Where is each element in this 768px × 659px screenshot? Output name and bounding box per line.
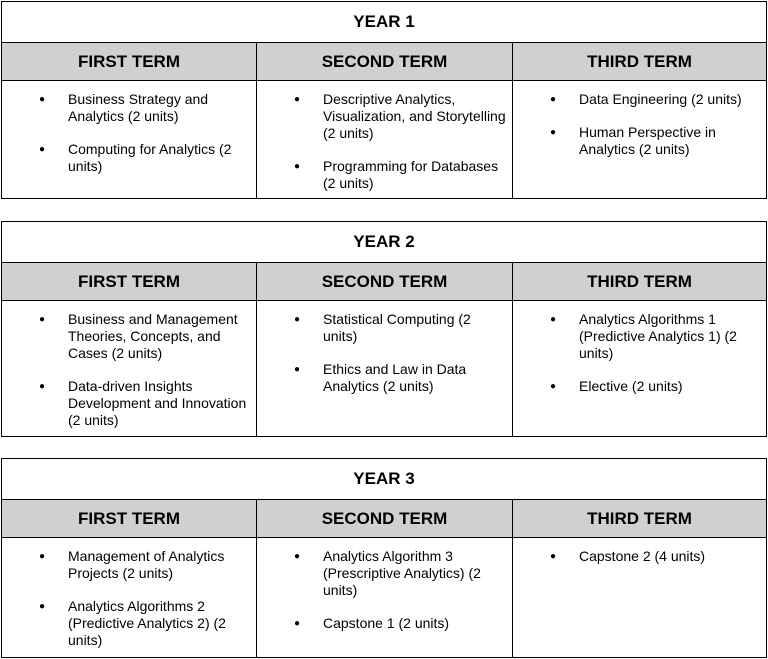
term-cell xyxy=(257,81,513,199)
term-cell xyxy=(513,81,766,199)
course-item: ● Capstone 2 (4 units) xyxy=(513,548,766,565)
term-header: SECOND TERM xyxy=(257,263,513,300)
course-item: ● Ethics and Law in Data Analytics (2 units) xyxy=(257,361,512,395)
course-item: ● Management of Analytics Projects (2 units) xyxy=(2,548,256,582)
year-title: YEAR 2 xyxy=(2,222,766,263)
term-header: FIRST TERM xyxy=(2,43,257,80)
term-header: THIRD TERM xyxy=(587,508,692,528)
term-cell xyxy=(2,538,257,658)
year-title: YEAR 3 xyxy=(2,459,766,500)
course-item: ● Statistical Computing (2 units) xyxy=(257,311,512,345)
course-item: ● Computing for Analytics (2 units) xyxy=(2,141,256,175)
course-item: ● Analytics Algorithms 2 (Predictive Analytics 2) (2 units) xyxy=(2,598,256,649)
term-cell xyxy=(257,538,513,658)
term-cell xyxy=(2,301,257,437)
year-1-table xyxy=(1,1,767,199)
term-header: THIRD TERM xyxy=(587,271,692,291)
term-header: SECOND TERM xyxy=(257,500,513,537)
course-item: ● Analytics Algorithms 1 (Predictive Analytics 1) (2 units) xyxy=(513,311,766,362)
term-header: SECOND TERM xyxy=(257,43,513,80)
course-item: ● Elective (2 units) xyxy=(513,378,766,395)
course-item: ● Capstone 1 (2 units) xyxy=(257,615,512,632)
term-cell xyxy=(513,301,766,437)
term-body-row xyxy=(2,538,766,658)
course-item: ● Descriptive Analytics, Visualization, and Storytelling (2 units) xyxy=(257,91,512,142)
term-header-row xyxy=(2,500,766,538)
term-body-row xyxy=(2,301,766,437)
term-header-row xyxy=(2,43,766,81)
course-item: ● Human Perspective in Analytics (2 units) xyxy=(513,124,766,158)
term-body-row xyxy=(2,81,766,199)
term-cell xyxy=(513,538,766,658)
course-item: ● Data Engineering (2 units) xyxy=(513,91,766,108)
term-cell xyxy=(257,301,513,437)
course-item: ● Analytics Algorithm 3 (Prescriptive Analytics) (2 units) xyxy=(257,548,512,599)
term-header-row xyxy=(2,263,766,301)
course-item: ● Programming for Databases (2 units) xyxy=(257,158,512,192)
year-title: YEAR 1 xyxy=(2,2,766,43)
term-header: FIRST TERM xyxy=(2,263,257,300)
year-3-table xyxy=(1,458,767,658)
term-cell xyxy=(2,81,257,199)
term-header: THIRD TERM xyxy=(587,51,692,71)
course-item: ● Business Strategy and Analytics (2 units) xyxy=(2,91,256,125)
course-item: ● Data-driven Insights Development and Innovation (2 units) xyxy=(2,378,256,429)
term-header: FIRST TERM xyxy=(2,500,257,537)
year-2-table xyxy=(1,221,767,437)
course-item: ● Business and Management Theories, Concepts, and Cases (2 units) xyxy=(2,311,256,362)
